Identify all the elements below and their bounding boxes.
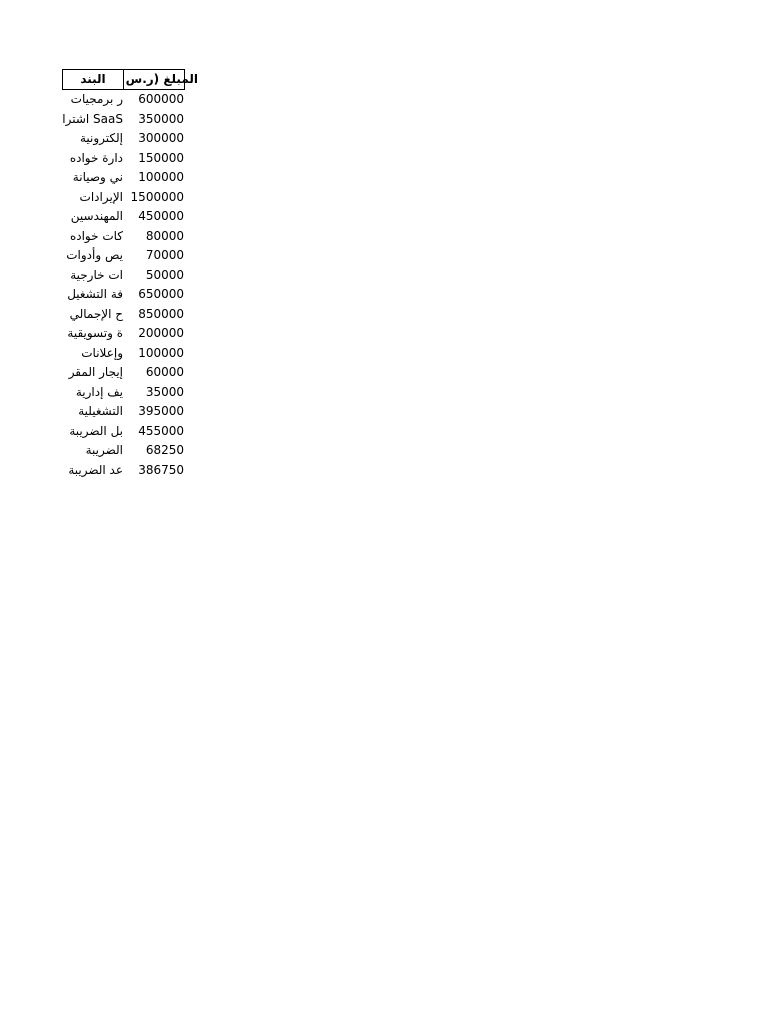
cell-item[interactable]: ني وصيانة [72,170,123,184]
table-row [62,168,186,188]
cell-item[interactable]: وإعلانات [81,345,123,360]
cell-item[interactable]: كات خواده [69,228,123,243]
table-row [62,422,186,442]
table-row [62,110,186,130]
table-row [62,344,186,364]
cell-item[interactable]: الضريبة [85,443,123,457]
table-row [62,266,186,286]
table-row [62,285,186,305]
table-row [62,227,186,247]
cell-amount[interactable]: 600000 [138,92,184,106]
cell-item[interactable]: المهندسين [70,209,123,223]
cell-amount[interactable]: 300000 [138,131,184,145]
table-row [62,363,186,383]
cell-amount[interactable]: 350000 [138,111,184,126]
table-row [62,441,186,461]
cell-item[interactable]: عد الضريبة [68,462,123,477]
table-row [62,207,186,227]
cell-amount[interactable]: 386750 [138,462,184,477]
spreadsheet-table [62,69,198,480]
header-row [62,69,198,90]
table-row [62,324,186,344]
cell-amount[interactable]: 200000 [138,326,184,340]
cell-amount[interactable]: 395000 [138,404,184,418]
table-row [62,383,186,403]
cell-amount[interactable]: 100000 [138,345,184,360]
cell-amount[interactable]: 850000 [138,306,184,321]
cell-item[interactable]: ر برمجيات [70,92,123,106]
table-row [62,188,186,208]
table-row [62,305,186,325]
table-row [62,246,186,266]
cell-amount[interactable]: 650000 [138,287,184,301]
cell-item[interactable]: ة وتسويقية [67,326,123,340]
table-row [62,402,186,422]
header-cell-amount[interactable] [123,69,198,90]
cell-amount[interactable]: 455000 [138,423,184,438]
cell-item[interactable]: ح الإجمالي [69,306,123,321]
cell-item[interactable]: SaaS اشترا [62,111,123,126]
table-row [62,129,186,149]
cell-amount[interactable]: 1500000 [130,189,184,204]
cell-item[interactable]: إيجار المقر [68,365,123,379]
cell-amount[interactable]: 80000 [145,228,184,243]
cell-amount[interactable]: 68250 [145,443,184,457]
cell-item[interactable]: ات خارجية [70,267,123,282]
cell-item[interactable]: دارة خواده [69,150,123,165]
cell-item[interactable]: التشغيلية [78,404,123,418]
table-row [62,149,186,169]
cell-amount[interactable]: 100000 [138,170,184,184]
cell-amount[interactable]: 60000 [145,365,184,379]
header-cell-item[interactable]: البند [62,69,124,90]
table-row [62,90,186,110]
cell-amount[interactable]: 150000 [138,150,184,165]
table-body [62,90,186,480]
cell-item[interactable]: الإيرادات [79,189,123,204]
header-amount-label: المبلغ (ر.س [125,72,198,86]
cell-item[interactable]: بل الضريبة [69,423,123,438]
cell-amount[interactable]: 50000 [145,267,184,282]
table-row [62,461,186,481]
cell-item[interactable]: يف إدارية [75,384,123,399]
cell-amount[interactable]: 35000 [145,384,184,399]
cell-amount[interactable]: 450000 [138,209,184,223]
cell-item[interactable]: فة التشغيل [67,287,123,301]
cell-item[interactable]: إلكترونية [79,131,123,145]
cell-item[interactable]: يص وأدوات [66,248,123,262]
cell-amount[interactable]: 70000 [145,248,184,262]
